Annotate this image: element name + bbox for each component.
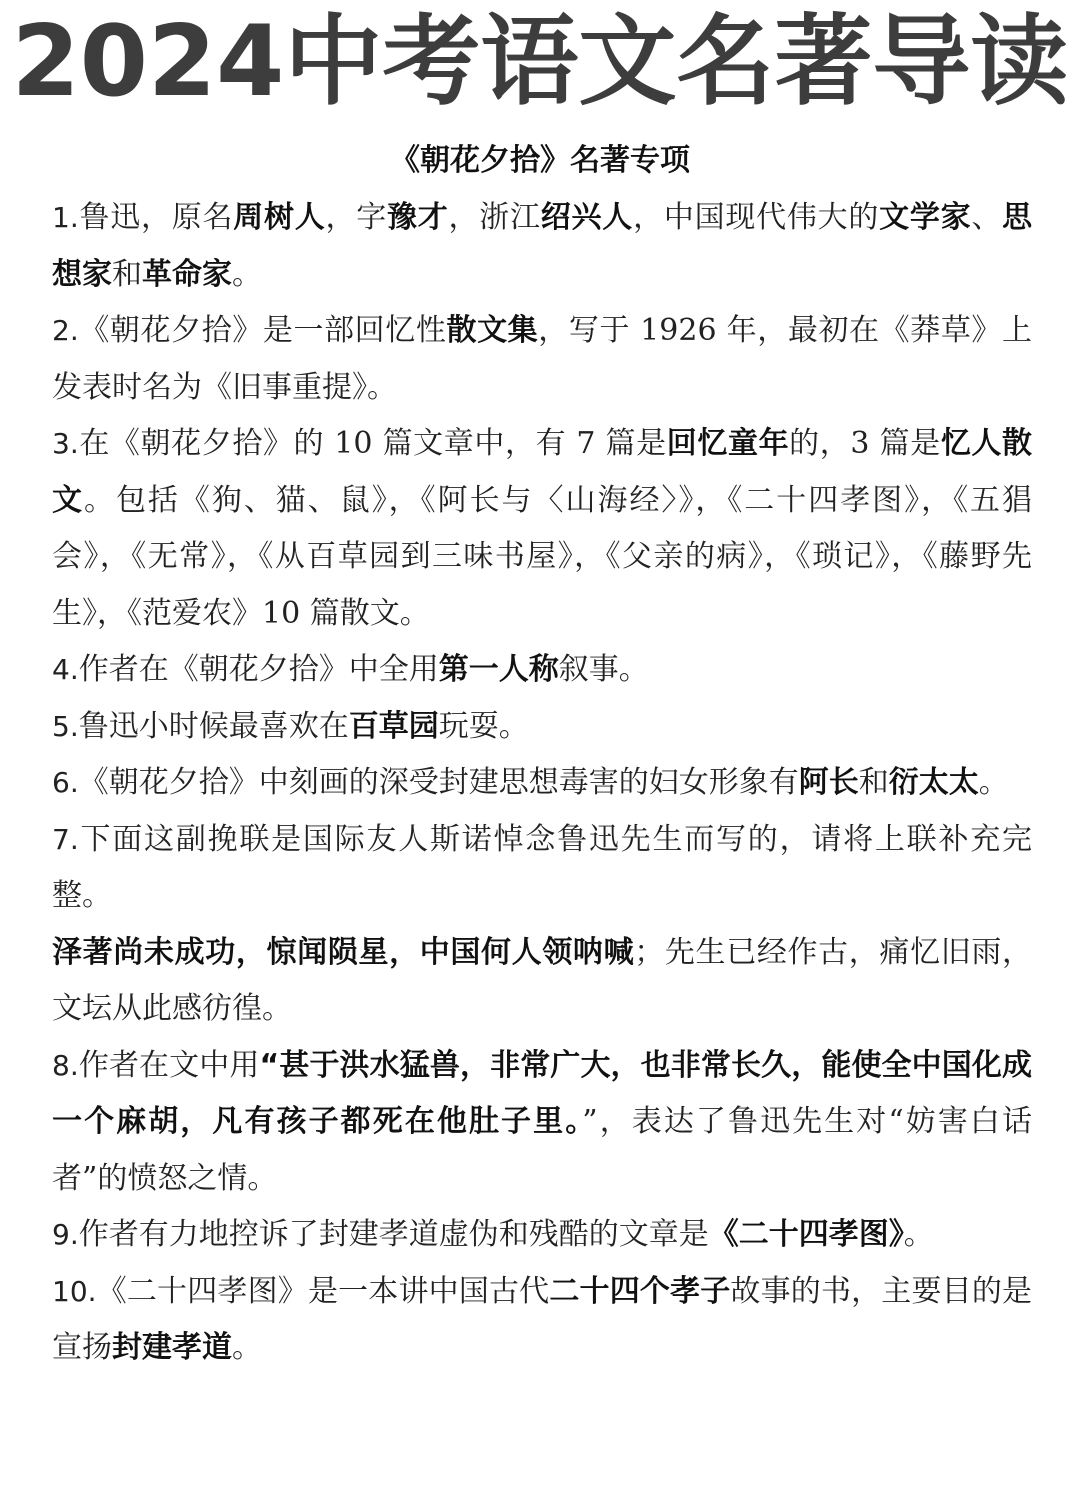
item-text: 故事的书，主要目的是宣扬 (52, 1273, 1033, 1365)
item-number: 5. (52, 709, 79, 743)
item-text: 玩耍。 (438, 708, 529, 744)
study-item (52, 1264, 1032, 1377)
key-term: 《二十四孝图》 (708, 1217, 904, 1252)
key-term: 散文集 (446, 313, 539, 348)
key-term: 第一人称 (438, 652, 559, 687)
item-text: 。 (232, 1330, 262, 1365)
item-number: 3. (52, 427, 79, 460)
item-number: 6. (52, 766, 79, 799)
item-text: 下面这副挽联是国际友人斯诺悼念鲁迅先生而写的，请将上联补充完整。 (52, 821, 1032, 913)
item-text: 。包括《狗、猫、鼠》，《阿长与〈山海经〉》，《二十四孝图》，《五猖会》，《无常》，《从百草园到三味书屋》，《父亲的病》，《琐记》，《藤野先生》，《范爱农》10 篇散文。 (52, 482, 1033, 631)
key-term: 封建孝道 (112, 1330, 232, 1365)
key-term: 阿长 (798, 765, 859, 800)
item-text: ”，表达了鲁迅先生对“妨害白话者”的愤怒之情。 (52, 1104, 1032, 1196)
key-term: “甚于洪水猛兽，非常广大，也非常长久，能使全中国化成一个麻胡，凡有孩子都死在他肚子里。 (52, 1047, 1032, 1139)
item-number: 8. (52, 1048, 79, 1082)
item-number: 10. (52, 1274, 97, 1308)
item-text: 作者有力地控诉了封建孝道虚伪和残酷的文章是 (78, 1217, 709, 1252)
study-item (52, 755, 1032, 812)
item-text: 的，3 篇是 (789, 426, 941, 461)
item-text: ，中国现代伟大的 (633, 200, 880, 235)
item-text: 作者在《朝花夕拾》中全用 (78, 652, 439, 687)
item-number: 2. (52, 314, 79, 347)
study-item (52, 303, 1032, 416)
item-text: 。 (232, 256, 262, 292)
item-text: 作者在文中用 (78, 1047, 260, 1083)
item-number: 4. (52, 653, 79, 686)
key-term: 百草园 (348, 708, 439, 744)
item-number: 1. (52, 201, 79, 234)
item-text: 和 (858, 765, 889, 800)
key-term: 忆人散文 (52, 426, 1033, 518)
item-text: 和 (112, 256, 142, 292)
study-item (52, 1038, 1032, 1208)
item-text: 在《朝花夕拾》的 10 篇文章中，有 7 篇是 (78, 426, 667, 461)
item-number: 9. (52, 1218, 79, 1251)
item-text: 叙事。 (558, 652, 649, 687)
item-text: 、 (971, 200, 1003, 235)
key-term: 豫才 (387, 200, 449, 235)
item-text: ，字 (325, 200, 388, 235)
section-subtitle: 《朝花夕拾》名著专项 (390, 143, 690, 178)
item-text: ，写于 1926 年，最初在《莽草》上发表时名为《旧事重提》。 (52, 313, 1033, 405)
key-term: 革命家 (142, 256, 232, 292)
study-item (52, 190, 1032, 303)
couplet-answer (52, 925, 1032, 1038)
key-term: 绍兴人 (540, 200, 634, 235)
item-text: 。 (978, 765, 1009, 800)
study-item (52, 812, 1032, 925)
study-item (52, 1207, 1032, 1264)
study-item (52, 699, 1032, 756)
key-term: 思想家 (52, 200, 1033, 292)
study-item (52, 416, 1032, 642)
item-text: 鲁迅，原名 (78, 200, 234, 235)
key-term: 周树人 (233, 200, 326, 235)
item-number: 7. (52, 822, 79, 856)
item-text: 《朝花夕拾》是一部回忆性 (78, 313, 447, 348)
banner-title: 2024中考语文名著导读 (11, 5, 1069, 119)
key-term: 文学家 (879, 200, 972, 235)
item-text: 《朝花夕拾》中刻画的深受封建思想毒害的妇女形象有 (78, 765, 799, 800)
item-text: 《二十四孝图》是一本讲中国古代 (96, 1273, 550, 1309)
key-term: 泽著尚未成功，惊闻陨星，中国何人领呐喊 (52, 934, 635, 970)
item-text: ；先生已经作古，痛忆旧雨，文坛从此感彷徨。 (52, 934, 1033, 1026)
key-term: 衍太太 (888, 765, 979, 800)
study-item (52, 642, 1032, 699)
item-text: 鲁迅小时候最喜欢在 (78, 708, 349, 744)
key-term: 二十四个孝子 (549, 1273, 731, 1309)
key-term: 回忆童年 (666, 426, 790, 461)
item-text: ，浙江 (448, 200, 541, 235)
item-text: 。 (903, 1217, 934, 1252)
study-notes-list (52, 190, 1032, 1377)
